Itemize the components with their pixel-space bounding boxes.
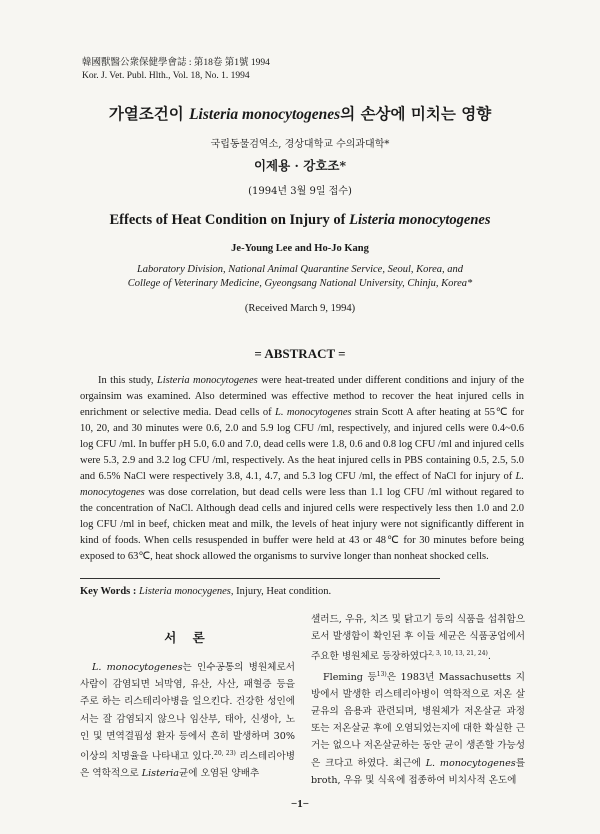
abstract-text-1: In this study, [98,375,157,386]
right-ref-2: 13) [376,670,387,678]
english-received: (Received March 9, 1994) [244,303,356,314]
keywords-label: Key Words : [80,586,140,597]
korean-authors: 이제용 · 강호조* [253,158,347,173]
korean-affiliation: 국립동물검역소, 경상대학교 수의과대학* [210,139,390,150]
korean-title-prefix: 가열조건이 [108,104,190,123]
affiliation-line1: Laboratory Division, National Animal Quarantine Service, Seoul, Korea, and [136,264,464,275]
journal-korean: 韓國獸醫公衆保健學會誌 : 第18卷 第1號 1994 [82,58,270,68]
left-text-3: 균에 오염된 양배추 [179,768,260,780]
abstract-text-3: strain Scott A after heating at 55℃ for 10, 20, and 30 minutes were 0.6, 2.0 and 5.9 log CFU /ml, respectively, and injured cells were 0.4~0.6 log CFU /ml. In buffer pH 5.0, 6.0 and 7.0, dead cells were 1.8, 0.6 and 0.8 log CFU /ml and injured cells were 5.3, 2.9 and 3.2 log CFU /ml, respectively. As the heat injured cells in PBS containing 0.5, 2.5, 5.0 and 6.5% NaCl were respectively 3.8, 4.1, 4.7, and 5.3 log CFU /ml, the effect of NaCl for injury of [80,407,524,482]
introduction-heading: 서 론 [164,630,211,645]
korean-title-species: Listeria monocytogenes [189,106,341,123]
english-affiliation [0,263,600,291]
keywords [80,586,524,597]
right-ref-1: 2, 3, 10, 13, 21, 24) [428,650,488,658]
english-title-prefix: Effects of Heat Condition on Injury of [109,212,350,228]
right-column [311,611,525,789]
english-title [0,212,600,229]
left-text-2: 리스테리아병은 역학적으로 [80,751,295,780]
keywords-rest: Injury, Heat condition. [233,586,332,597]
right-text-1: 샐러드, 우유, 치즈 및 닭고기 등의 식품을 섭취함으로서 발생함이 확인된 후 이들 세균은 식품공업에서 주요한 병원체로 등장하였다 [311,614,525,663]
abstract-species-2: L. monocytogenes [274,407,352,418]
left-column [80,659,295,782]
affiliation-line2: College of Veterinary Medicine, Gyeongsang National University, Chinju, Korea* [127,278,473,289]
left-ref-1: 20, 23) [214,750,236,758]
journal-header [82,57,270,83]
left-species-1: L. monocytogenes [92,662,183,673]
abstract-body [80,373,524,565]
right-text-4: 를 broth, 우유 및 식육에 접종하여 비치사적 온도에 [311,757,525,786]
left-text-1: 는 인수공통의 병원체로서 사람이 감염되면 뇌막염, 유산, 사산, 패혈증 등을 주로 하는 리스테리아병을 일으킨다. 건강한 성인에서는 잘 감염되지 않으나 임산부, 태아, 신생아, 노인 및 면역결핍성 환자 등에서 흔히 발생하며 30%이상의 치명율을 나타내고 있다. [80,662,295,763]
korean-title [0,102,600,124]
english-title-species: Listeria monocytogenes [349,212,491,228]
page-number: −1− [290,798,310,810]
left-species-2: Listeria [141,768,179,780]
right-text-3: 은 1983년 Massachusetts 지방에서 발생한 리스테리아병이 역학적으로 저온 살균유의 음용과 관련되며, 병원체가 저온살균 과정 또는 저온살균 후에 오염되었는지에 대한 확실한 근거는 없으나 저온살균하는 동안 균이 생존할 가능성은 크다고 하였다. 최근에 [311,671,525,769]
abstract-species-3: L. monocytogenes [80,471,524,498]
abstract-heading: = ABSTRACT = [254,346,346,361]
abstract-text-2: were heat-treated under different conditions and injury of the orgainsim was examined. Also determined was effective method to recover the heat injured cells in enrichment or selective media. Dead cells of [80,375,524,418]
abstract-divider [80,578,440,579]
right-text-1-end: . [487,651,491,663]
right-text-2: Fleming 등 [323,671,377,683]
abstract-text-4: was dose correlation, but dead cells were less than 1.1 log CFU /ml without regared to the concentration of NaCl. Although dead cells and injured cells were respectively less then 1.0 and 2.0 log CFU /ml in beef, chicken meat and milk, the levels of heat injury were not significantly different in kind of foods. When cells resuspended in buffer were held at 43 or 48℃ for 30 minutes before being exposed to 63℃, heat shock allowed the organisms to survive longer than nonheat shocked cells. [80,487,524,562]
korean-title-suffix: 의 손상에 미치는 영향 [340,104,492,123]
keywords-species: Listeria monocygenes, [139,586,234,597]
english-authors: Je-Young Lee and Ho-Jo Kang [231,243,369,254]
right-species: L. monocytogenes [425,757,516,769]
abstract-species-1: Listeria monocytogenes [156,375,258,386]
korean-received: (1994년 3월 9일 접수) [248,186,352,197]
journal-english: Kor. J. Vet. Publ. Hlth., Vol. 18, No. 1. 1994 [82,71,250,81]
